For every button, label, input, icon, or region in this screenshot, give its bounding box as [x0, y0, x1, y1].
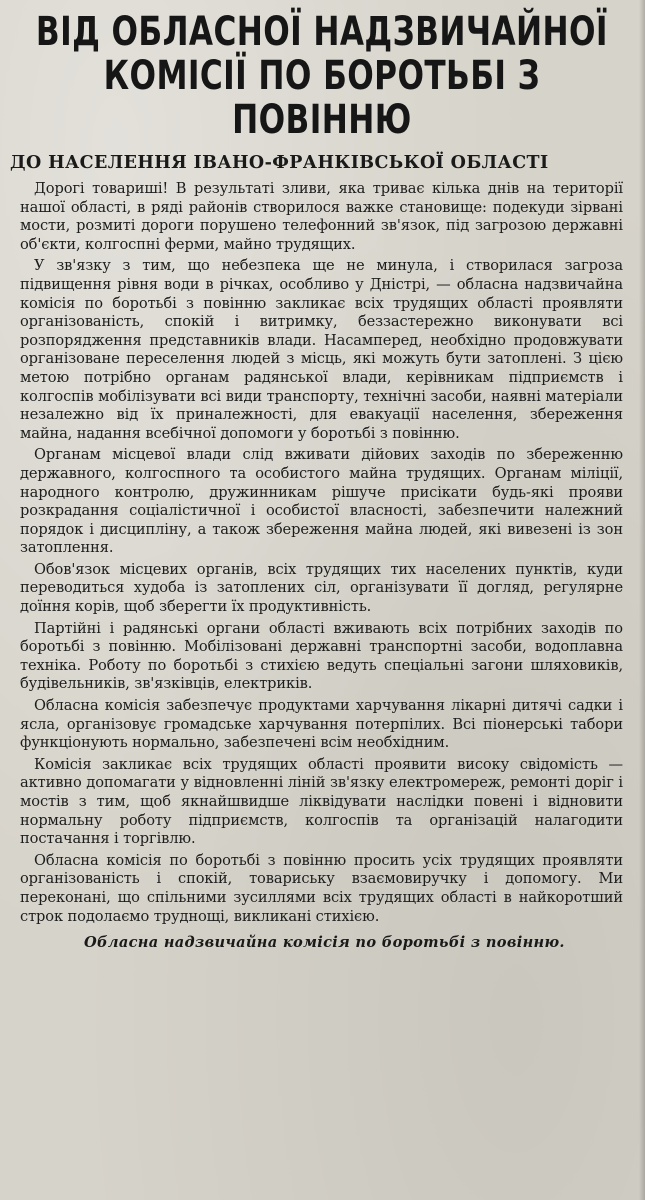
page-edge-shadow	[639, 0, 645, 1200]
paragraph: Дорогі товариші! В результаті зливи, яка триває кілька днів на території нашої області, в ряді районів створилося важке становище: подекуди зірвані мости, розмиті дороги порушено телефонний зв'язок, під загрозою державні об'єкти, колгоспні ферми, майно трудящих.	[20, 180, 623, 253]
headline-line-1: ВІД ОБЛАСНОЇ НАДЗВИЧАЙНОЇ	[35, 9, 608, 55]
signature: Обласна надзвичайна комісія по боротьбі з повінню.	[84, 934, 565, 952]
paragraph: Партійні і радянські органи області вживають всіх потрібних заходів по боротьбі з повінню. Мобілізовані державні транспортні засоби, водоплавна техніка. Роботу по боротьбі з стихією ведуть спеціальні загони шляховиків, будівельників, зв'язківців, електриків.	[20, 619, 623, 693]
subheading: ДО НАСЕЛЕННЯ ІВАНО-ФРАНКІВСЬКОЇ ОБЛАСТІ	[10, 153, 549, 173]
headline	[20, 10, 622, 142]
paragraph: Обласна комісія забезпечує продуктами харчування лікарні дитячі садки і ясла, організовує громадське харчування потерпілих. Всі піонерські табори функціонують нормально, забезпечені всім необхідним.	[20, 697, 623, 752]
paragraph: Комісія закликає всіх трудящих області проявити високу свідомість — активно допомагати у відновленні ліній зв'язку електромереж, ремонті доріг і мостів з тим, щоб якнайшвидше ліквідувати наслідки повені і відновити нормальну роботу підприємств, колгоспів та організацій налагодити постачання і торгівлю.	[20, 755, 623, 848]
headline-line-2: КОМІСІЇ ПО БОРОТЬБІ З ПОВІННЮ	[103, 53, 540, 143]
paragraph: Органам місцевої влади слід вживати дійових заходів по збереженню державного, колгоспного та особистого майна трудящих. Органам міліції, народного контролю, дружинникам рішуче присікати будь-які прояви розкрадання соціалістичної і особистої власності, забезпечити належний порядок і дисципліну, а також збереження майна людей, які вивезені із зон затоплення.	[20, 446, 623, 557]
paragraph: Обов'язок місцевих органів, всіх трудящих тих населених пунктів, куди переводиться худоба із затоплених сіл, організувати її догляд, регулярне доїння корів, щоб зберегти їх продуктивність.	[20, 560, 623, 616]
article-body	[20, 180, 623, 926]
paragraph: Обласна комісія по боротьбі з повінню просить усіх трудящих проявляти організованість і спокій, товариську взаємовиручку і допомогу. Ми переконані, що спільними зусиллями всіх трудящих області в найкоротший строк подолаємо труднощі, викликані стихією.	[20, 851, 623, 925]
paragraph: У зв'язку з тим, що небезпека ще не минула, і створилася загроза підвищення рівня води в річках, особливо у Дністрі, — обласна надзвичайна комісія по боротьбі з повінню закликає всіх трудящих області проявляти організованість, спокій і витримку, беззастережно виконувати всі розпорядження представників влади. Насамперед, необхідно продовжувати організоване переселення людей з місць, які можуть бути затоплені. З цією метою потрібно органам радянської влади, керівникам підприємств і колгоспів мобілізувати всі види транспорту, технічні засоби, наявні матеріали незалежно від їх приналежності, для евакуації населення, збереження майна, надання всебічної допомоги у боротьбі з повінню.	[20, 257, 623, 442]
